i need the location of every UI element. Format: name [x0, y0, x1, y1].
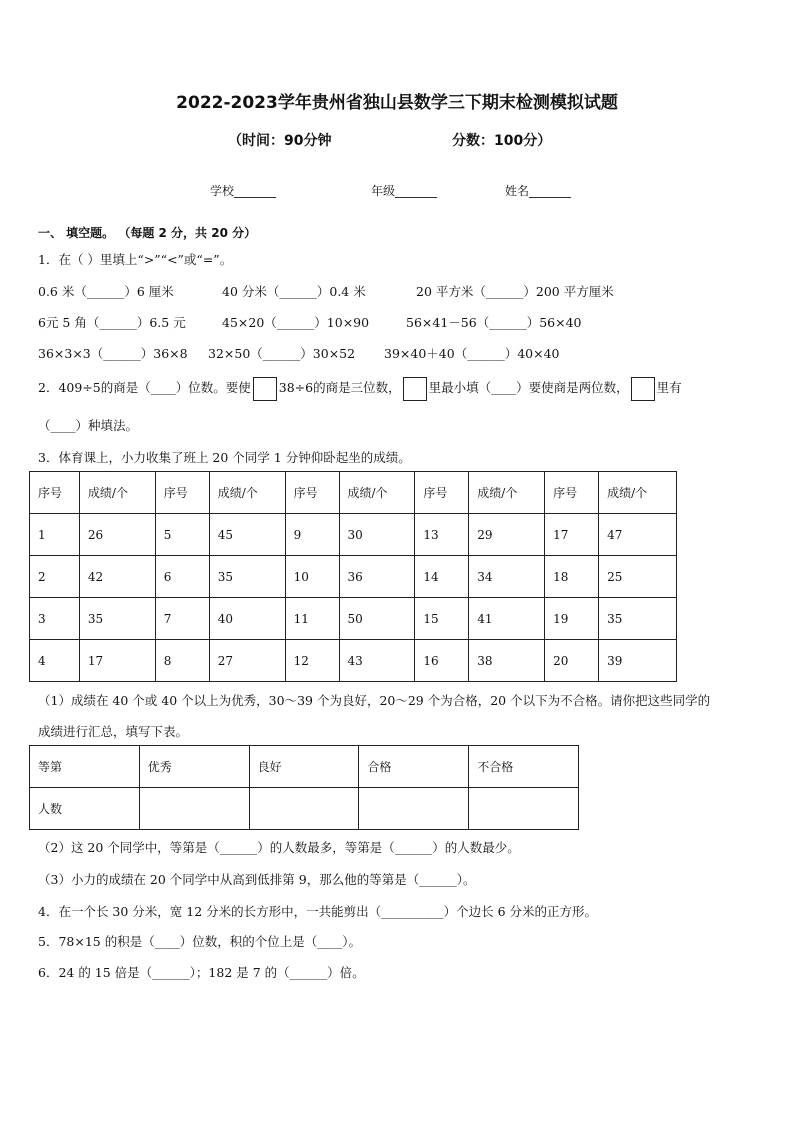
table-cell: 35: [209, 556, 285, 598]
answer-cell[interactable]: [249, 788, 359, 830]
table-cell: 7: [155, 598, 209, 640]
table-row: [30, 514, 677, 556]
header-cell: 优秀: [139, 746, 249, 788]
q3-sub1-line1: （1）成绩在 40 个或 40 个以上为优秀，30～39 个为良好，20～29 个为合格，20 个以下为不合格。请你把这些同学的: [38, 693, 711, 708]
table-cell: 35: [79, 598, 155, 640]
table-cell: 42: [79, 556, 155, 598]
table-row: [30, 598, 677, 640]
table-cell: 45: [209, 514, 285, 556]
q4-text: 4．在一个长 30 分米，宽 12 分米的长方形中，一共能剪出（__________）个边长 6 分米的正方形。: [38, 904, 598, 919]
table-header-row: [30, 746, 579, 788]
table-cell: 4: [30, 640, 80, 682]
table-cell: 35: [599, 598, 677, 640]
q1-item: 39×40＋40（______）40×40: [384, 346, 560, 361]
q1-item: 32×50（______）30×52: [208, 346, 356, 361]
table-cell: 人数: [30, 788, 140, 830]
table-cell: 30: [339, 514, 415, 556]
exam-score: 分数：100分）: [452, 133, 552, 149]
table-cell: 5: [155, 514, 209, 556]
table-cell: 13: [415, 514, 469, 556]
grade-field: 年级_______: [371, 184, 438, 198]
page-title: 2022-2023学年贵州省独山县数学三下期末检测模拟试题: [176, 93, 618, 113]
table-cell: 6: [155, 556, 209, 598]
header-cell: 成绩/个: [339, 472, 415, 514]
table-cell: 18: [545, 556, 599, 598]
q3-sub3: （3）小力的成绩在 20 个同学中从高到低排第 9，那么他的等第是（______）。: [38, 872, 476, 887]
table-cell: 10: [285, 556, 339, 598]
header-cell: 等第: [30, 746, 140, 788]
table-cell: 27: [209, 640, 285, 682]
answer-box[interactable]: [403, 377, 427, 401]
table-cell: 34: [469, 556, 545, 598]
table-cell: 12: [285, 640, 339, 682]
header-cell: 成绩/个: [209, 472, 285, 514]
table-cell: 1: [30, 514, 80, 556]
table-cell: 38: [469, 640, 545, 682]
answer-cell[interactable]: [469, 788, 579, 830]
q1-item: 6元 5 角（______）6.5 元: [38, 315, 186, 330]
table-cell: 11: [285, 598, 339, 640]
table-cell: 17: [79, 640, 155, 682]
header-cell: 序号: [545, 472, 599, 514]
q5-text: 5．78×15 的积是（____）位数，积的个位上是（____）。: [38, 934, 361, 949]
answer-cell[interactable]: [359, 788, 469, 830]
school-field: 学校_______: [210, 184, 277, 198]
q6-text: 6．24 的 15 倍是（______）；182 是 7 的（______）倍。: [38, 965, 365, 980]
table-cell: 15: [415, 598, 469, 640]
header-cell: 良好: [249, 746, 359, 788]
q3-sub2: （2）这 20 个同学中，等第是（______）的人数最多，等第是（______）的人数最少。: [38, 840, 520, 855]
table-cell: 43: [339, 640, 415, 682]
table-cell: 3: [30, 598, 80, 640]
q3-sub1-line2: 成绩进行汇总，填写下表。: [38, 724, 189, 739]
table-cell: 19: [545, 598, 599, 640]
q1-item: 45×20（______）10×90: [222, 315, 370, 330]
header-cell: 序号: [415, 472, 469, 514]
table-cell: 16: [415, 640, 469, 682]
table-row: [30, 640, 677, 682]
table-cell: 8: [155, 640, 209, 682]
q2-line2: （____）种填法。: [38, 418, 139, 433]
header-cell: 不合格: [469, 746, 579, 788]
answer-cell[interactable]: [139, 788, 249, 830]
table-cell: 25: [599, 556, 677, 598]
table-cell: 47: [599, 514, 677, 556]
table-cell: 9: [285, 514, 339, 556]
table-header-row: [30, 472, 677, 514]
table-row: [30, 556, 677, 598]
q2-text: 里最小填（____）要使商是两位数，: [428, 380, 629, 395]
header-cell: 序号: [285, 472, 339, 514]
q1-item: 0.6 米（______）6 厘米: [38, 284, 174, 299]
answer-box[interactable]: [253, 377, 277, 401]
header-cell: 成绩/个: [79, 472, 155, 514]
q2-text: 里有: [656, 380, 682, 395]
table-cell: 20: [545, 640, 599, 682]
q1-item: 40 分米（______）0.4 米: [222, 284, 366, 299]
table-cell: 17: [545, 514, 599, 556]
table-row: [30, 788, 579, 830]
name-field: 姓名_______: [505, 184, 572, 198]
q1-item: 36×3×3（______）36×8: [38, 346, 188, 361]
q2-text: 38÷6的商是三位数，: [278, 380, 401, 395]
table-cell: 14: [415, 556, 469, 598]
header-cell: 合格: [359, 746, 469, 788]
summary-table: [29, 745, 579, 830]
table-cell: 29: [469, 514, 545, 556]
exam-time: （时间：90分钟: [228, 133, 332, 149]
table-cell: 2: [30, 556, 80, 598]
header-cell: 序号: [155, 472, 209, 514]
score-table: [29, 471, 677, 682]
table-cell: 50: [339, 598, 415, 640]
table-cell: 41: [469, 598, 545, 640]
header-cell: 序号: [30, 472, 80, 514]
table-cell: 40: [209, 598, 285, 640]
answer-box[interactable]: [631, 377, 655, 401]
header-cell: 成绩/个: [599, 472, 677, 514]
q1-intro: 1．在（ ）里填上“>”“<”或“=”。: [38, 252, 233, 267]
section-heading: 一、 填空题。 （每题 2 分，共 20 分）: [38, 226, 257, 240]
table-cell: 36: [339, 556, 415, 598]
q2-text: 2．409÷5的商是（____）位数。要使: [38, 380, 251, 395]
q1-item: 20 平方米（______）200 平方厘米: [416, 284, 614, 299]
q2-line1: [38, 376, 682, 401]
q1-item: 56×41－56（______）56×40: [406, 315, 582, 330]
q3-intro: 3．体育课上，小力收集了班上 20 个同学 1 分钟仰卧起坐的成绩。: [38, 450, 411, 465]
header-cell: 成绩/个: [469, 472, 545, 514]
table-cell: 26: [79, 514, 155, 556]
table-cell: 39: [599, 640, 677, 682]
